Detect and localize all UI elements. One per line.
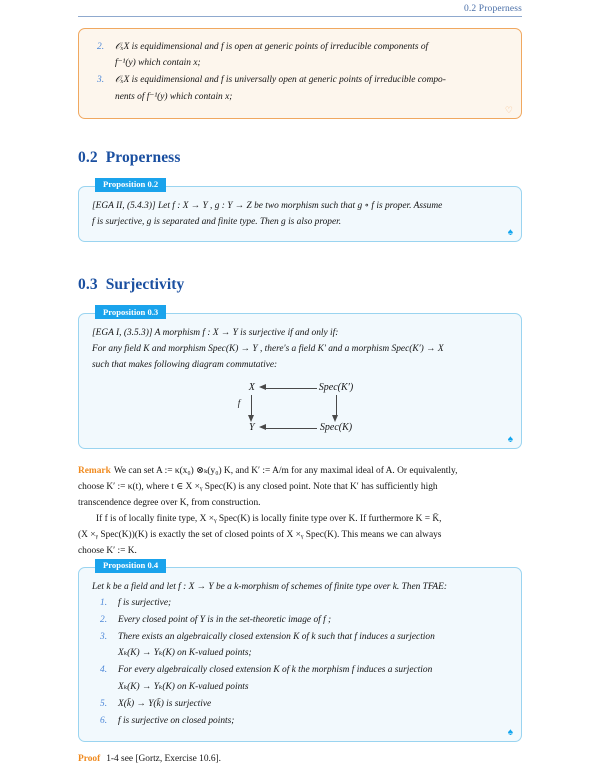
remark-first-line [78,463,522,479]
proposition-0-3-box [78,306,522,449]
list-item [92,713,508,729]
remark-block [78,463,522,560]
list-item-line: Xₖ(K) → Yₖ(K) on K-valued points; [118,648,252,659]
remark-label: Remark [78,465,111,476]
heart-icon: ♡ [504,104,513,115]
list-item-line: Xₖ(K) → Yₖ(K) on K-valued points [118,681,249,692]
list-item-line: For every algebraically closed extension K of k the morphism f induces a surjection [118,665,433,676]
proposition-0-2-label: Proposition 0.2 [95,178,166,192]
list-item [92,595,508,611]
page-running-header [78,4,522,26]
diagram-spacer [257,393,319,423]
diagram-arrow-top [257,383,319,393]
remark-para2-line: If f is of locally finite type, X ×ᵧ Spec(K) is locally finite type over K. If furthermore K = K̄, [96,514,442,525]
page-content-column [78,28,522,767]
list-item-line: 𝒪ₓX is equidimensional and f is universally open at generic points of irreducible compo- [115,75,446,86]
warning-item-list [93,39,507,105]
proof-block [78,751,522,767]
diagram-arrow-right [319,393,353,423]
list-item [92,629,508,661]
spade-icon: ♠ [507,433,513,445]
diagram-arrow-bottom [257,423,319,433]
list-item [93,39,507,71]
list-marker: 6. [100,715,108,726]
section-number: 0.2 [78,148,98,166]
proof-text: 1-4 see [Gortz, Exercise 10.6]. [106,754,222,765]
proposition-0-4-box [78,560,522,743]
proposition-0-4-label: Proposition 0.4 [95,559,166,573]
page-title-surjectivity [78,276,522,294]
proposition-0-4-intro: Let k be a field and let f : X → Y be a k-morphism of schemes of finite type over k. Then TFAE: [92,581,447,592]
list-item [92,696,508,712]
proof-label: Proof [78,754,101,765]
commutative-diagram-table [237,381,354,433]
list-item-line: Every closed point of Y is in the set-theoretic image of f ; [118,614,332,625]
list-item-line: 𝒪ₓX is equidimensional and f is open at generic points of irreducible components of [115,42,429,52]
diagram-node-bottom-right: Spec(K) [319,421,353,433]
list-item [92,612,508,628]
list-item [93,72,507,104]
list-item-line: X(k̄) → Y(k̄) is surjective [118,698,212,709]
list-marker: 4. [100,665,108,676]
list-item-line: There exists an algebraically closed extension K of k such that f induces a surjection [118,632,435,643]
section-number: 0.3 [78,276,98,294]
list-item-line: f is surjective on closed points; [118,715,235,726]
warning-callout-box [78,28,522,119]
diagram-arrow-left-label: f [237,397,241,408]
diagram-node-top-left: X [248,381,255,393]
proposition-0-3-label: Proposition 0.3 [95,305,166,319]
list-item [92,662,508,694]
diagram-node-bottom-left: Y [249,421,255,433]
proposition-0-4-item-list [92,595,508,729]
list-marker: 2. [97,42,105,52]
proposition-0-2-line: [EGA II, (5.4.3)] Let f : X → Y , g : Y → Z be two morphism such that g ∘ f is proper. Assume [92,200,443,211]
proposition-0-3-line: [EGA I, (3.5.3)] A morphism f : X → Y is surjective if and only if: [92,328,339,339]
page-title-properness [78,149,522,167]
proposition-0-3-line: such that makes following diagram commutative: [92,360,278,371]
commutative-diagram [92,383,508,433]
diagram-arrow-left [237,393,257,423]
proposition-0-3-line: For any field K and morphism Spec(K) → Y , there's a field K′ and a morphism Spec(K′) → X [92,344,444,355]
spade-icon: ♠ [507,227,513,239]
remark-para2-line: choose K′ := K. [78,546,137,557]
section-title: Surjectivity [105,276,185,294]
list-item-line: f⁻¹(y) which contain x; [115,58,201,69]
list-marker: 1. [100,597,108,608]
list-marker: 3. [97,75,105,86]
proposition-0-2-line: f is surjective, g is separated and finite type. Then g is also proper. [92,216,342,227]
section-title: Properness [105,148,181,166]
remark-line: We can set A := κ(x₀) ⊗ₖ(y₀) K, and K′ := A/m for any maximal ideal of A. Or equivalently, [113,465,458,476]
header-rule [78,16,522,17]
list-item-line: f is surjective; [118,597,172,608]
running-header-title: 0.2 Properness [463,4,522,14]
list-marker: 3. [100,632,108,643]
list-marker: 5. [100,698,108,709]
proposition-0-2-box [78,179,522,242]
spade-icon: ♠ [507,727,513,739]
remark-line: transcendence degree over K, from construction. [78,497,261,508]
diagram-node-top-right: Spec(K′) [318,381,354,393]
remark-para2-line: (X ×ᵧ Spec(K))(K) is exactly the set of closed points of X ×ᵧ Spec(K). This means we can always [78,530,442,541]
list-marker: 2. [100,614,108,625]
remark-line: choose K′ := κ(t), where t ∈ X ×ᵧ Spec(K) is any closed point. Note that K′ has sufficiently high [78,481,438,492]
list-item-line: nents of f⁻¹(y) which contain x; [115,91,233,102]
